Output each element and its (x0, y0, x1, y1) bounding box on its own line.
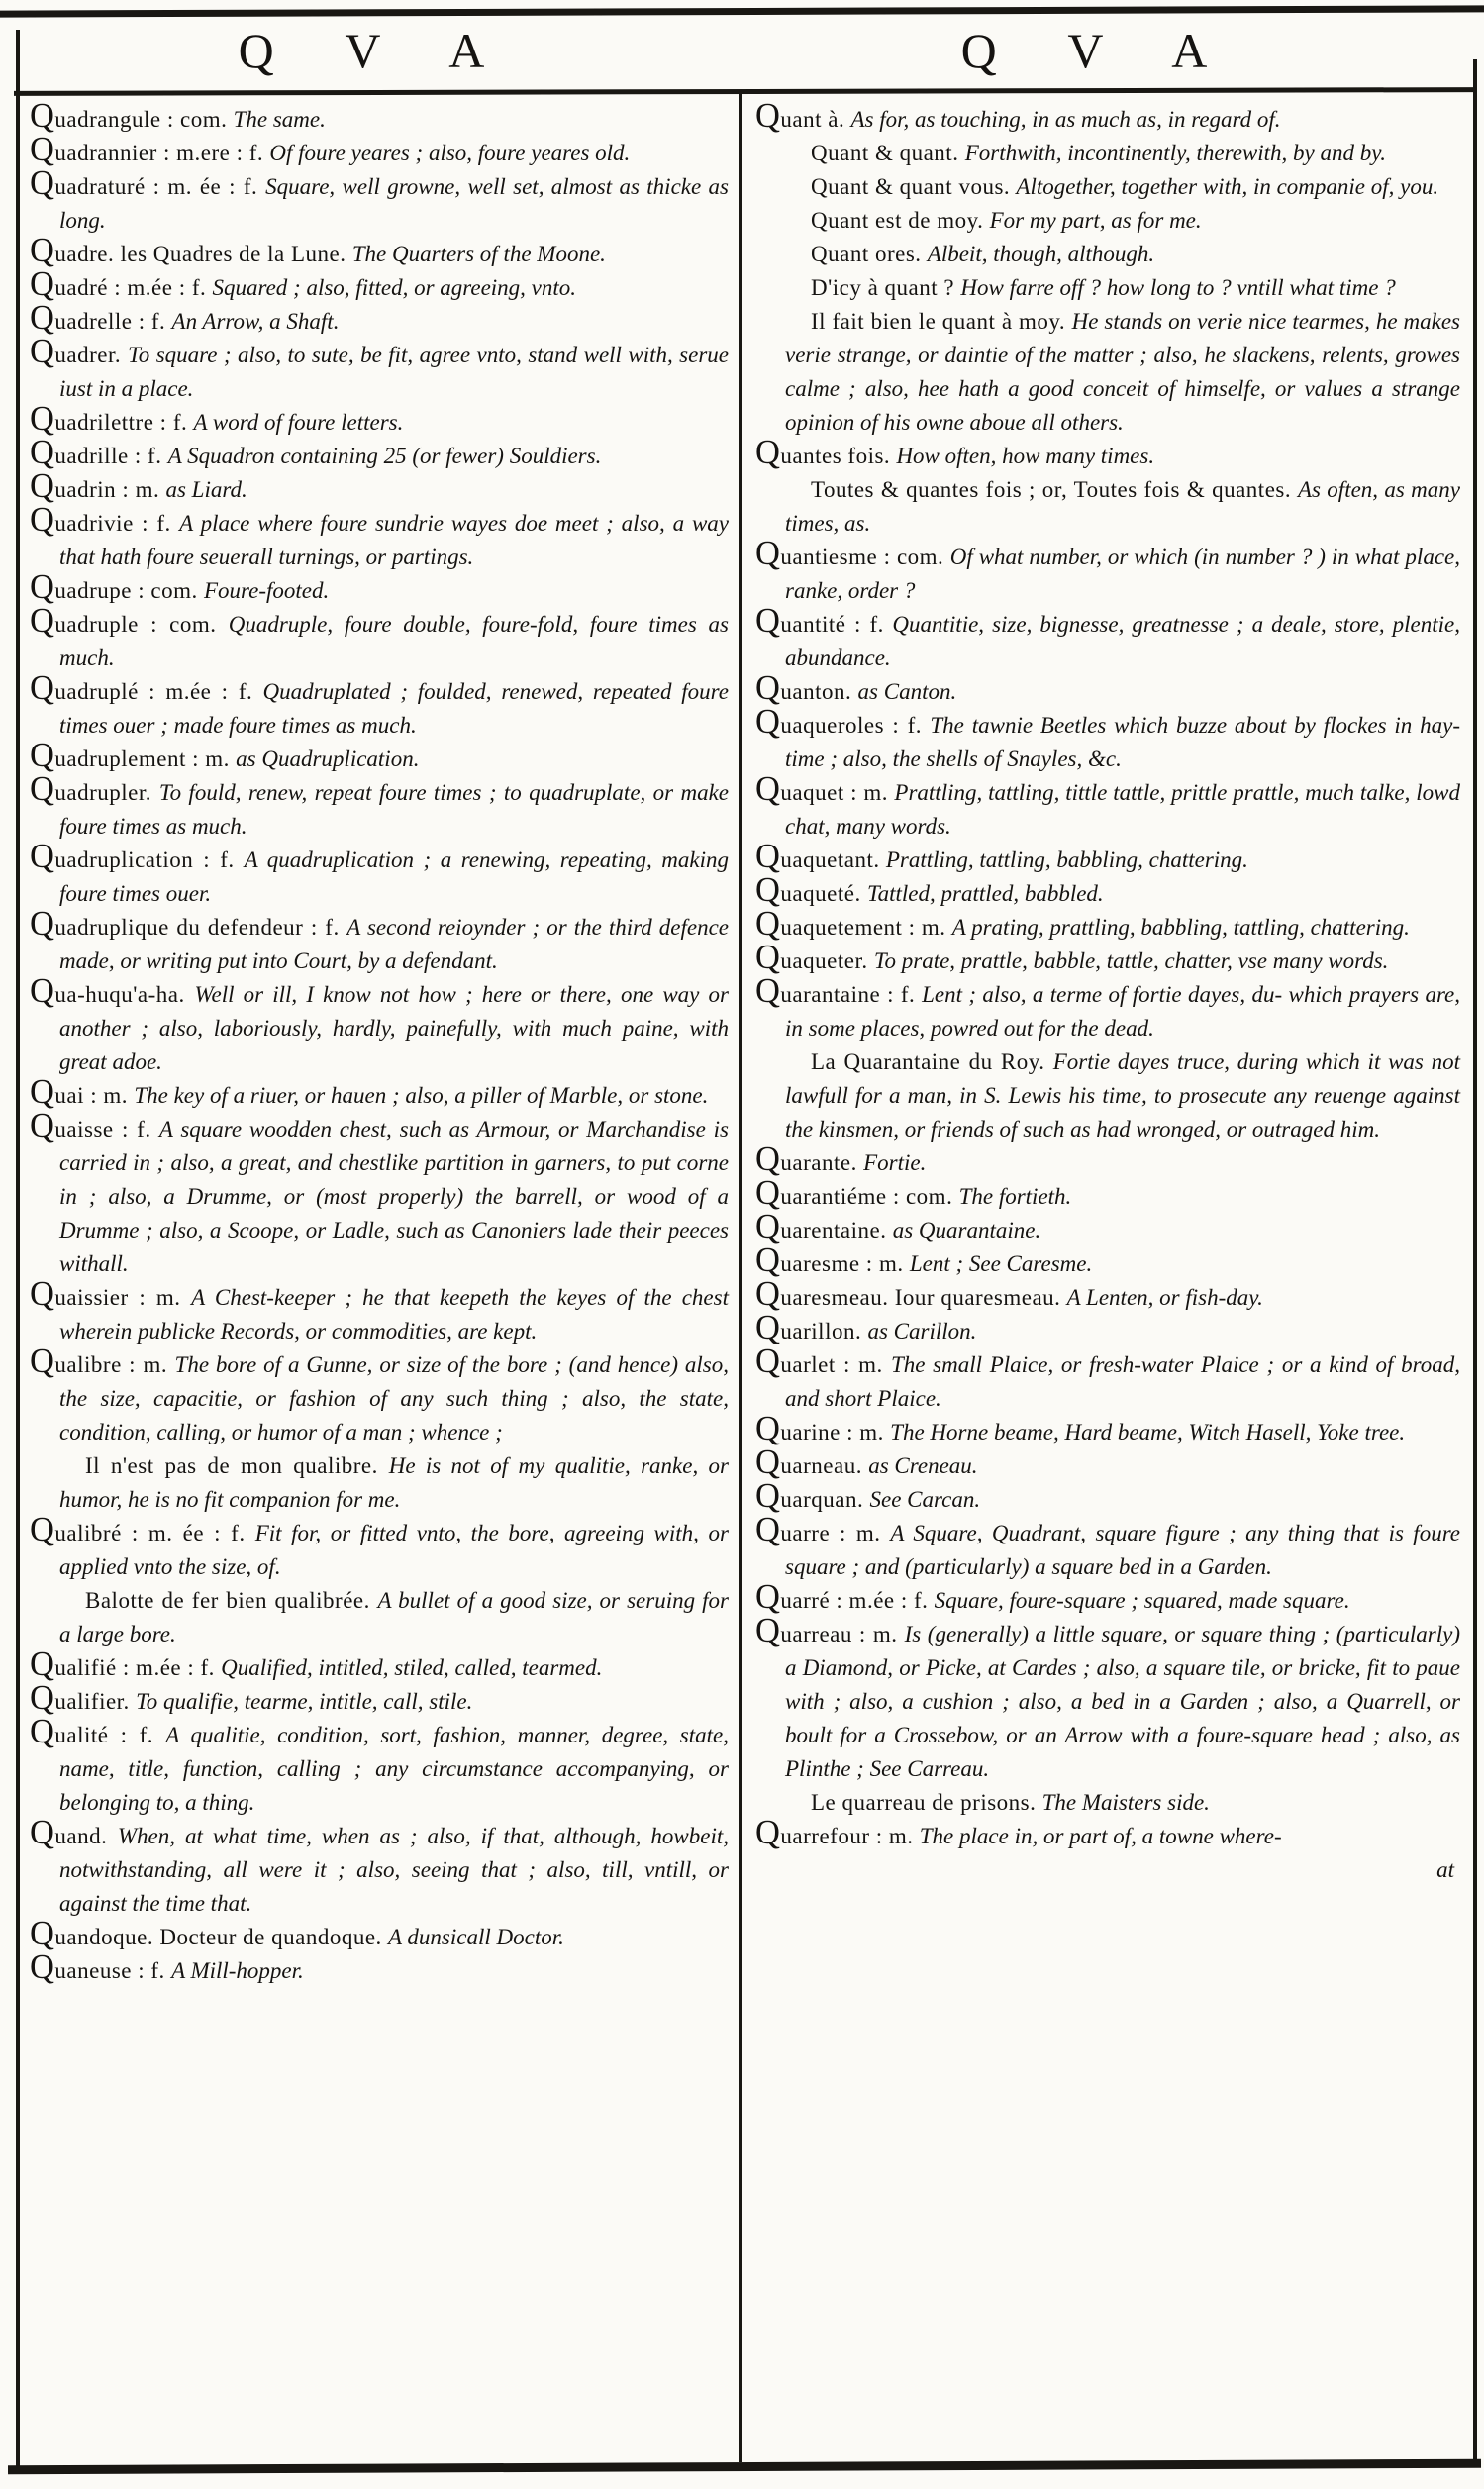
dictionary-entry (30, 905, 730, 978)
entry-headword: Qua-huqu'a-ha. (30, 972, 195, 1010)
entry-headword: Quanton. (755, 669, 858, 707)
entry-gloss: as Canton. (857, 679, 957, 704)
entry-gloss: as Quarantaine. (892, 1218, 1041, 1243)
dictionary-entry (30, 1107, 729, 1281)
entry-gloss: as Quadruplication. (236, 747, 420, 771)
dictionary-entry (755, 473, 1460, 541)
entry-gloss: The small Plaice, or fresh-water Plaice ; or a kind of broad, and short Plaice. (785, 1352, 1460, 1411)
dictionary-entry (755, 1309, 1460, 1348)
entry-gloss: Fit for, or fitted vnto, the bore, agreeing with, or applied vnto the size, of. (59, 1521, 729, 1579)
dictionary-entry (30, 1679, 729, 1719)
entry-headword: Quarillon. (755, 1309, 868, 1346)
entry-headword: Quant & quant. (811, 141, 965, 165)
dictionary-entry (755, 535, 1460, 608)
entry-headword: Quarentaine. (755, 1208, 893, 1245)
entry-gloss: The Horne beame, Hard beame, Witch Hasell, Yoke tree. (890, 1420, 1406, 1444)
entry-gloss: A bullet of a good size, or seruing for a large bore. (59, 1588, 729, 1646)
entry-headword: Quarrefour : m. (755, 1814, 920, 1851)
dictionary-entry (30, 1645, 729, 1685)
entry-headword: Quantité : f. (755, 602, 893, 640)
dictionary-entry (30, 232, 729, 271)
entry-gloss: The tawnie Beetles which buzze about by flockes in hay-time ; also, the shells of Snayles, &c. (785, 713, 1460, 771)
dictionary-entry (755, 1786, 1460, 1820)
dictionary-entry (30, 1814, 729, 1921)
entry-headword: Il n'est pas de mon qualibre. (85, 1453, 389, 1478)
dictionary-entry (30, 1948, 729, 1988)
entry-headword: Quantiesme : com. (755, 535, 950, 572)
dictionary-entry (30, 434, 729, 473)
entry-gloss: The place in, or part of, a towne where- (919, 1824, 1282, 1848)
dictionary-entry (755, 1444, 1460, 1483)
left-text-column (30, 97, 730, 1988)
dictionary-entry (755, 1477, 1460, 1517)
dictionary-entry (755, 1343, 1460, 1416)
dictionary-entry (30, 737, 729, 776)
entry-gloss: Quadruple, foure double, foure-fold, foure times as much. (59, 612, 729, 670)
entry-gloss: He stands on verie nice tearmes, he makes verie strange, or daintie of the matter ; also, he slackens, relents, growes calme ; also, hee hath a good conceit of himselfe, or values a strange opinion of his owne aboue all others. (785, 309, 1460, 435)
dictionary-entry (30, 265, 729, 305)
bottom-border-rule (8, 2459, 1481, 2474)
entry-headword: Qualifier. (30, 1679, 137, 1717)
entry-headword: Quaqueroles : f. (755, 703, 931, 741)
entry-gloss: A second reioynder ; or the third defence made, or writing put into Court, by a defendant. (59, 915, 730, 973)
dictionary-entry (755, 1814, 1460, 1853)
entry-headword: Balotte de fer bien qualibrée. (85, 1588, 378, 1613)
dictionary-entry (30, 972, 729, 1079)
running-head-right: Q V A (960, 23, 1237, 78)
entry-headword: Quadrer. (30, 333, 129, 370)
dictionary-entry (755, 1174, 1460, 1214)
entry-headword: Quai : m. (30, 1073, 135, 1111)
entry-headword: Quaneuse : f. (30, 1948, 172, 1986)
entry-headword: Quand. (30, 1814, 118, 1851)
entry-headword: Quadruplement : m. (30, 737, 237, 774)
entry-gloss: As often, as many times, as. (785, 477, 1460, 536)
entry-headword: Quadruple : com. (30, 602, 229, 640)
dictionary-entry (30, 568, 729, 608)
entry-gloss: Foure-footed. (204, 578, 330, 603)
entry-headword: Quarantaine : f. (755, 972, 923, 1010)
entry-headword: Quant est de moy. (811, 208, 990, 233)
entry-headword: Qualibre : m. (30, 1343, 175, 1380)
right-text-column (755, 97, 1461, 1887)
entry-headword: Quarre : m. (755, 1511, 891, 1548)
dictionary-entry (755, 703, 1460, 776)
dictionary-entry (755, 770, 1460, 844)
dictionary-entry (755, 838, 1460, 877)
entry-headword: Quadrannier : m.ere : f. (30, 131, 270, 168)
entry-gloss: The Maisters side. (1041, 1790, 1210, 1815)
dictionary-entry (755, 669, 1460, 709)
entry-headword: Le quarreau de prisons. (811, 1790, 1042, 1815)
entry-gloss: Forthwith, incontinently, therewith, by and by. (964, 141, 1386, 165)
entry-gloss: A square woodden chest, such as Armour, or Marchandise is carried in ; also, a great, and chestlike partition in garners, to put corne in ; also, a Drumme, or (most properly) the barrell, or wood of a Drumme ; also, a Scoope, or Ladle, such as Canoniers lade their peeces withall. (59, 1117, 729, 1276)
entry-gloss: How often, how many times. (896, 444, 1155, 468)
entry-headword: Quaqueter. (755, 939, 874, 976)
entry-gloss: Lent ; also, a terme of fortie dayes, du- which prayers are, in some places, powred out for the dead. (785, 982, 1460, 1041)
dictionary-entry (755, 1511, 1461, 1584)
entry-gloss: A Square, Quadrant, square figure ; any thing that is foure square ; and (particularly) a square bed in a Garden. (785, 1521, 1461, 1579)
dictionary-entry (30, 299, 729, 339)
entry-headword: Qualifié : m.ée : f. (30, 1645, 222, 1683)
entry-gloss: A place where foure sundrie wayes doe meet ; also, a way that hath foure seuerall turnings, or partings. (59, 511, 730, 569)
entry-gloss: As for, as touching, in as much as, in regard of. (850, 107, 1281, 132)
entry-headword: Il fait bien le quant à moy. (811, 309, 1072, 334)
entry-gloss: A qualitie, condition, sort, fashion, manner, degree, state, name, title, function, calling ; any circumstance accompanying, or belonging to, a thing. (59, 1723, 729, 1815)
entry-gloss: A dunsicall Doctor. (388, 1925, 564, 1949)
entry-gloss: A Squadron containing 25 (or fewer) Souldiers. (167, 444, 602, 468)
entry-gloss: When, at what time, when as ; also, if that, although, howbeit, notwithstanding, all were it ; also, seeing that ; also, till, vntill, or against the time that. (59, 1824, 729, 1916)
entry-headword: Quadrupler. (30, 770, 159, 808)
entry-gloss: as Creneau. (868, 1453, 978, 1478)
dictionary-entry (30, 1275, 729, 1348)
entry-headword: Qualité : f. (30, 1713, 166, 1750)
dictionary-entry (755, 137, 1460, 170)
entry-headword: Quarantiéme : com. (755, 1174, 959, 1212)
entry-gloss: Quantitie, size, bignesse, greatnesse ; a deale, store, plentie, abundance. (785, 612, 1460, 670)
entry-headword: Quadrille : f. (30, 434, 168, 471)
dictionary-entry (30, 1073, 729, 1113)
entry-gloss: A word of foure letters. (193, 410, 404, 435)
entry-gloss: as Liard. (165, 477, 247, 502)
entry-gloss: Prattling, tattling, tittle tattle, prittle prattle, much talke, lowd chat, many words. (785, 780, 1460, 839)
catchword: at (1436, 1857, 1454, 1882)
entry-gloss: A prating, prattling, babbling, tattling, chattering. (951, 915, 1410, 940)
entry-gloss: Of what number, or which (in number ? ) in what place, ranke, order ? (785, 545, 1460, 603)
entry-headword: Quadraturé : m. ée : f. (30, 164, 266, 202)
entry-headword: Quarneau. (755, 1444, 869, 1481)
dictionary-entry (30, 770, 729, 844)
entry-gloss: Tattled, prattled, babbled. (866, 881, 1104, 906)
entry-gloss: The Quarters of the Moone. (351, 242, 606, 266)
entry-gloss: Prattling, tattling, babbling, chattering. (885, 847, 1248, 872)
dictionary-entry (30, 97, 729, 137)
entry-gloss: How farre off ? how long to ? vntill what time ? (960, 275, 1396, 300)
entry-headword: Quarine : m. (755, 1410, 891, 1447)
dictionary-entry (30, 602, 729, 675)
entry-headword: Quadrivie : f. (30, 501, 180, 539)
entry-headword: Quarlet : m. (755, 1343, 891, 1380)
entry-headword: Quandoque. Docteur de quandoque. (30, 1915, 389, 1952)
running-head-left: Q V A (238, 23, 515, 78)
dictionary-entry (755, 238, 1460, 271)
entry-gloss: The same. (233, 107, 326, 132)
entry-headword: Quadruplé : m.ée : f. (30, 669, 263, 707)
entry-headword: Quarante. (755, 1141, 864, 1178)
dictionary-entry (755, 871, 1460, 911)
entry-gloss: Square, foure-square ; squared, made square. (934, 1588, 1350, 1613)
dictionary-entry (755, 972, 1460, 1045)
entry-gloss: The bore of a Gunne, or size of the bore ; (and hence) also, the size, capacitie, or fashion of any such thing ; also, the state, condition, calling, or humor of a man ; whence ; (59, 1352, 730, 1444)
entry-gloss: To square ; also, to sute, be fit, agree vnto, stand well with, serue iust in a place. (59, 343, 729, 401)
dictionary-entry (30, 669, 729, 743)
entry-headword: La Quarantaine du Roy. (811, 1049, 1053, 1074)
entry-headword: Quadrangule : com. (30, 97, 234, 135)
entry-headword: Quaquet : m. (755, 770, 895, 808)
entry-headword: Quantes fois. (755, 434, 897, 471)
dictionary-entry (30, 501, 730, 574)
entry-headword: Quarreau : m. (755, 1612, 905, 1649)
dictionary-entry (755, 1208, 1460, 1247)
entry-headword: Quadre. les Quadres de la Lune. (30, 232, 352, 269)
dictionary-entry (755, 204, 1460, 238)
dictionary-entry (30, 1511, 729, 1584)
entry-gloss: Is (generally) a little square, or square thing ; (particularly) a Diamond, or Picke, at Cardes ; also, a square tile, or bricke, fit to paue with ; also, a cushion ; also, a bed in a Garden ; also, a Quarrell, or boult for a Crossebow, or an Arrow with a foure-square head ; also, as Plinthe ; See Carreau. (785, 1622, 1461, 1781)
dictionary-entry (755, 602, 1460, 675)
left-border-rule (16, 30, 20, 2467)
entry-headword: Quant ores. (811, 242, 928, 266)
entry-gloss: See Carcan. (869, 1487, 981, 1512)
dictionary-entry (30, 1343, 730, 1449)
entry-headword: D'icy à quant ? (811, 275, 961, 300)
dictionary-entry (30, 1915, 729, 1954)
dictionary-entry (755, 1045, 1460, 1146)
dictionary-entry (30, 164, 729, 238)
entry-gloss: A Chest-keeper ; he that keepeth the keyes of the chest wherein publicke Records, or commodities, are kept. (59, 1285, 729, 1344)
entry-gloss: Fortie. (863, 1150, 927, 1175)
entry-gloss: Squared ; also, fitted, or agreeing, vnto. (212, 275, 577, 300)
top-border-rule (0, 5, 1484, 17)
entry-gloss: Albeit, though, although. (927, 242, 1155, 266)
entry-gloss: To prate, prattle, babble, tattle, chatter, vse many words. (873, 948, 1389, 973)
dictionary-entry (755, 1275, 1460, 1315)
entry-headword: Quadré : m.ée : f. (30, 265, 213, 303)
dictionary-entry (755, 905, 1460, 945)
entry-headword: Quaresmeau. Iour quaresmeau. (755, 1275, 1067, 1313)
entry-headword: Quaqueté. (755, 871, 867, 909)
entry-gloss: An Arrow, a Shaft. (171, 309, 340, 334)
entry-headword: Quadrin : m. (30, 467, 166, 505)
header-divider-rule (14, 87, 1477, 96)
entry-headword: Quaresme : m. (755, 1242, 910, 1279)
right-border-rule (1473, 59, 1477, 2465)
entry-headword: Quadruplication : f. (30, 838, 245, 875)
dictionary-entry (755, 1578, 1460, 1618)
entry-headword: Quadrilettre : f. (30, 400, 194, 438)
entry-gloss: A Mill-hopper. (171, 1958, 304, 1983)
entry-headword: Quadrelle : f. (30, 299, 172, 337)
entry-gloss: Qualified, intitled, stiled, called, tearmed. (221, 1655, 603, 1680)
entry-gloss: Square, well growne, well set, almost as thicke as long. (59, 174, 729, 233)
dictionary-entry (30, 467, 729, 507)
entry-headword: Toutes & quantes fois ; or, Toutes fois & quantes. (811, 477, 1298, 502)
entry-headword: Quarquan. (755, 1477, 870, 1515)
entry-headword: Qualibré : m. ée : f. (30, 1511, 255, 1548)
entry-headword: Quant & quant vous. (811, 174, 1017, 199)
dictionary-entry (755, 97, 1460, 137)
dictionary-entry (755, 1141, 1460, 1180)
entry-gloss: A Lenten, or fish-day. (1066, 1285, 1263, 1310)
entry-gloss: He is not of my qualitie, ranke, or humor, he is no fit companion for me. (59, 1453, 729, 1512)
dictionary-entry (755, 170, 1460, 204)
entry-headword: Quaquetant. (755, 838, 886, 875)
entry-gloss: Fortie dayes truce, during which it was not lawfull for a man, in S. Lewis his time, to prosecute any reuenge against the kinsmen, or friends of such as had wronged, or outraged him. (785, 1049, 1460, 1142)
dictionary-entry (755, 271, 1460, 305)
dictionary-entry (30, 333, 729, 406)
dictionary-entry (755, 1612, 1461, 1786)
dictionary-entry (30, 1584, 729, 1651)
dictionary-entry (30, 131, 729, 170)
entry-gloss: Quadruplated ; foulded, renewed, repeated foure times ouer ; made foure times as much. (59, 679, 729, 738)
entry-gloss: The key of a riuer, or hauen ; also, a piller of Marble, or stone. (134, 1083, 709, 1108)
dictionary-entry (755, 1410, 1460, 1449)
entry-headword: Quaquetement : m. (755, 905, 952, 943)
dictionary-entry (755, 939, 1460, 978)
dictionary-entry (30, 1713, 729, 1820)
entry-gloss: as Carillon. (867, 1319, 977, 1344)
entry-gloss: To qualifie, tearme, intitle, call, stile. (136, 1689, 473, 1714)
entry-gloss: A quadruplication ; a renewing, repeating, making foure times ouer. (59, 847, 729, 906)
dictionary-entry (755, 305, 1460, 440)
dictionary-entry (30, 400, 729, 440)
entry-gloss: The fortieth. (958, 1184, 1072, 1209)
entry-headword: Quarré : m.ée : f. (755, 1578, 935, 1616)
column-divider-rule (739, 94, 742, 2462)
entry-gloss: Of foure yeares ; also, foure yeares old. (269, 141, 631, 165)
dictionary-entry (755, 434, 1460, 473)
entry-gloss: To fould, renew, repeat foure times ; to quadruplate, or make foure times as much. (59, 780, 729, 839)
entry-headword: Quaissier : m. (30, 1275, 192, 1313)
entry-headword: Quaisse : f. (30, 1107, 159, 1145)
entry-gloss: Well or ill, I know not how ; here or there, one way or another ; also, laboriously, hardly, painefully, with much paine, with great adoe. (59, 982, 729, 1074)
dictionary-entry (755, 1242, 1460, 1281)
entry-gloss: Altogether, together with, in companie of, you. (1016, 174, 1439, 199)
entry-gloss: Lent ; See Caresme. (909, 1251, 1093, 1276)
entry-gloss: For my part, as for me. (989, 208, 1202, 233)
entry-headword: Quant à. (755, 97, 851, 135)
dictionary-entry (30, 838, 729, 911)
entry-headword: Quadruplique du defendeur : f. (30, 905, 347, 943)
entry-headword: Quadrupe : com. (30, 568, 204, 606)
dictionary-entry (30, 1449, 729, 1517)
